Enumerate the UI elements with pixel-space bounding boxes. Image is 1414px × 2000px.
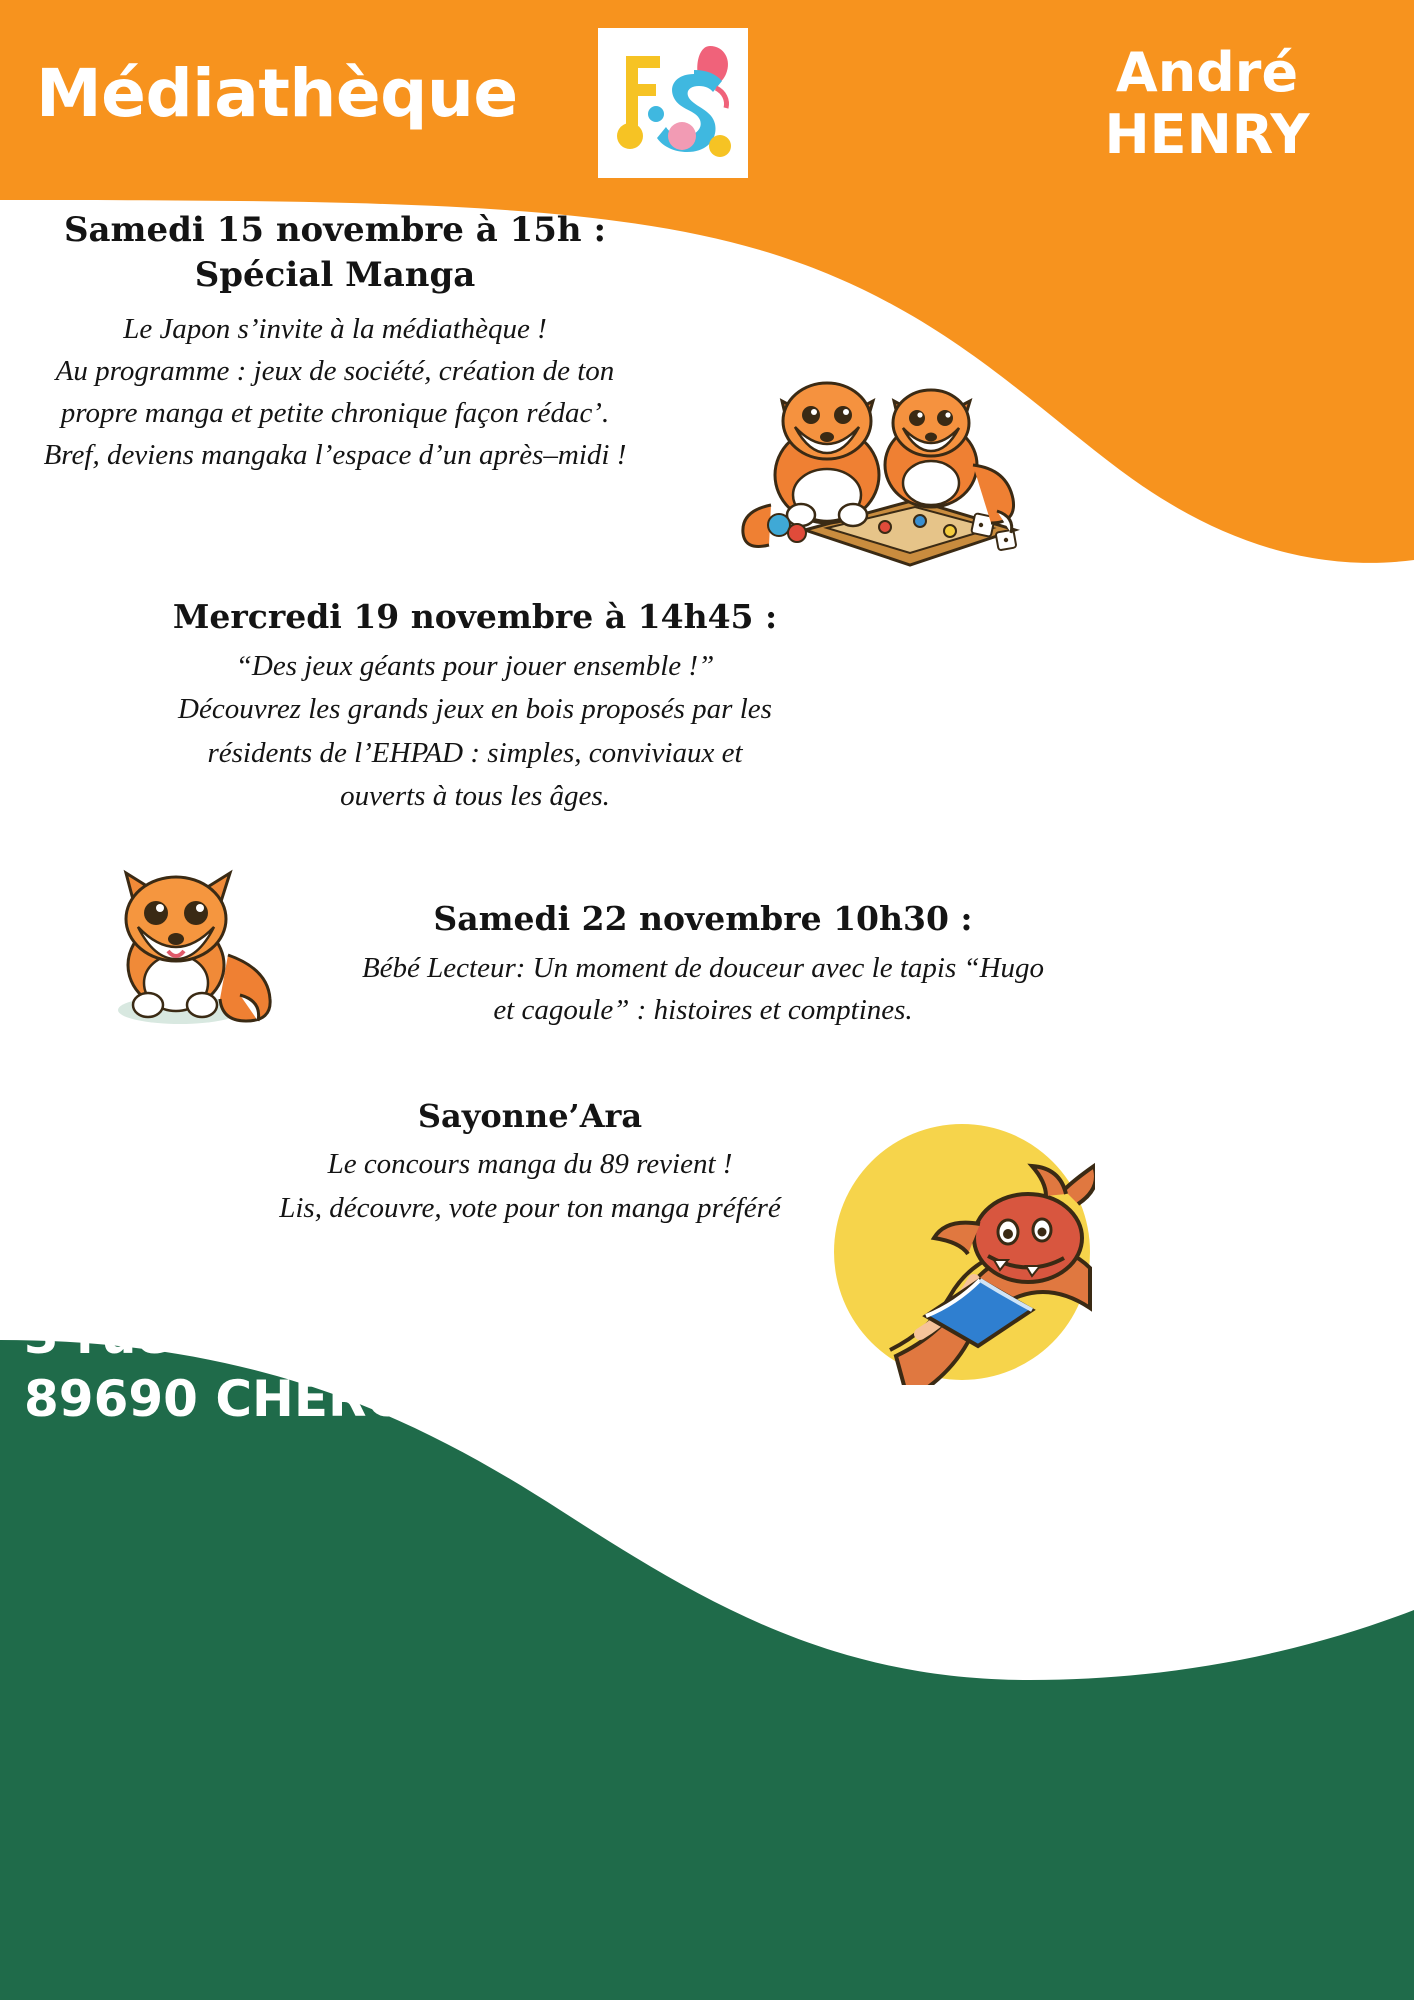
library-name [1042, 42, 1372, 166]
event-description [318, 947, 1088, 1031]
footer-address [24, 1305, 443, 1430]
event-title: Samedi 22 novembre 10h30 : [433, 899, 973, 938]
email-address[interactable]: mediatheque@mairie-cheroy.fr [578, 1428, 1242, 1473]
event-line: “Des jeux géants pour jouer ensemble !” [235, 649, 715, 682]
event-description [140, 645, 810, 819]
event-block-sayonne-ara [200, 1095, 860, 1230]
address-line2: 89690 CHEROY [24, 1369, 444, 1428]
address-line1: 3 rue Hoche [24, 1307, 364, 1365]
baby-fox-illustration [80, 835, 285, 1040]
website-url[interactable]: https://cheroy.bibli.fr [682, 1477, 1138, 1522]
event-line: Découvrez les grands jeux en bois proposés par les [178, 693, 772, 726]
mediatheque-logo [598, 28, 748, 178]
event-line: Le Japon s’invite à la médiathèque ! [123, 312, 547, 345]
event-line: Au programme : jeux de société, création de ton [55, 354, 615, 387]
two-foxes-playing-board-game-illustration [735, 315, 1035, 585]
event-description [200, 1143, 860, 1230]
library-name-line1: André [1115, 41, 1299, 104]
event-title: Mercredi 19 novembre à 14h45 : [172, 597, 778, 636]
event-line: Bref, deviens mangaka l’espace d’un après–midi ! [43, 438, 627, 471]
event-title: Sayonne’Ara [417, 1097, 643, 1135]
event-block-jeux-geants [140, 595, 810, 819]
library-name-line2: HENRY [1104, 103, 1310, 167]
event-title: Samedi 15 novembre à 15h : Spécial Manga [63, 210, 607, 295]
footer-contact [430, 1378, 1390, 1524]
page-title: Médiathèque [36, 55, 518, 132]
event-block-manga [10, 208, 660, 476]
dragon-reading-book-illustration [830, 1120, 1095, 1385]
event-line: Le concours manga du 89 revient ! [327, 1148, 733, 1181]
event-line: ouverts à tous les âges. [340, 780, 610, 813]
event-line: Bébé Lecteur: Un moment de douceur avec le tapis “Hugo [361, 951, 1045, 984]
phone-number[interactable]: 03.86.96.09.07. [741, 1380, 1079, 1424]
event-description [10, 308, 660, 476]
event-line: propre manga et petite chronique façon rédac’. [60, 396, 610, 429]
event-line: Lis, découvre, vote pour ton manga préféré [279, 1191, 781, 1224]
event-block-bebe-lecteur [318, 897, 1088, 1031]
event-line: et cagoule” : histoires et comptines. [493, 993, 913, 1026]
event-line: résidents de l’EHPAD : simples, conviviaux et [207, 736, 743, 769]
